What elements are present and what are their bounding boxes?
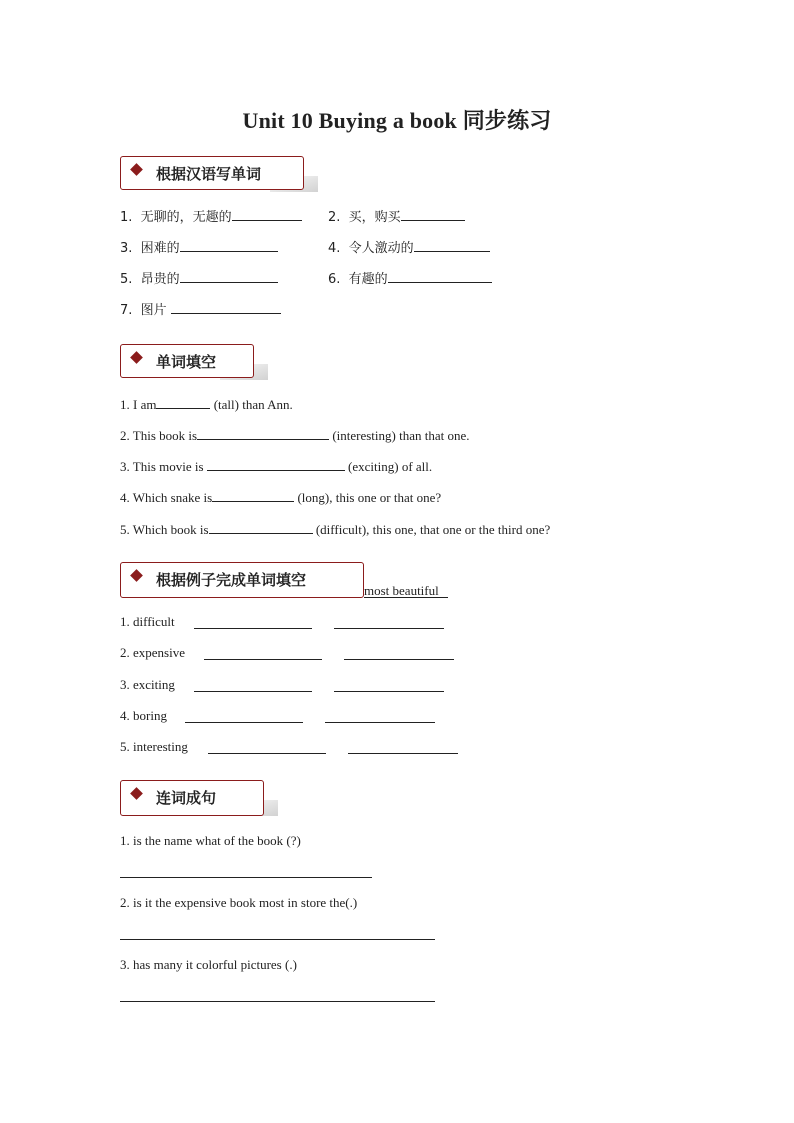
answer-blank[interactable] [334,628,444,629]
item-text: 买，购买 [348,210,401,225]
sentence-item: 3. has many it colorful pictures (.) [120,957,297,972]
item-text: 昂贵的 [140,272,180,287]
answer-blank[interactable] [194,691,312,692]
section-title: 单词填空 [156,353,217,371]
item-text: 困难的 [140,241,180,256]
vocab-item [328,208,465,226]
answer-blank[interactable] [194,628,312,629]
sentence-item: 2. is it the expensive book most in store the(.) [120,895,358,910]
answer-blank[interactable] [156,396,210,409]
answer-line[interactable] [120,877,372,878]
answer-blank[interactable] [180,239,278,252]
answer-blank[interactable] [414,239,490,252]
page-title: Unit 10 Buying a book 同步练习 [242,108,552,133]
item-text: 图片 [140,303,167,318]
item-number: 4. [328,241,341,256]
answer-blank[interactable] [212,489,294,502]
answer-blank[interactable] [197,427,329,440]
vocab-item [120,270,278,288]
forms-item: 3. exciting [120,677,175,692]
forms-item: 1. difficult [120,614,175,629]
answer-blank[interactable] [348,753,458,754]
forms-item: 5. interesting [120,739,188,754]
vocab-item [328,239,490,257]
item-number: 1. [120,210,133,225]
answer-blank[interactable] [185,722,303,723]
answer-blank[interactable] [334,691,444,692]
vocab-item [120,239,278,257]
item-number: 7. [120,303,133,318]
fill-suffix: (exciting) of all. [344,459,433,474]
fill-prefix: 4. Which snake is [120,490,213,505]
answer-line[interactable] [120,1001,435,1002]
fill-suffix: (interesting) than that one. [329,428,470,443]
answer-blank[interactable] [209,521,313,534]
answer-blank[interactable] [232,208,302,221]
section-header-fill [120,344,270,380]
answer-blank[interactable] [401,208,465,221]
fill-prefix: 5. Which book is [120,522,209,537]
fill-prefix: 3. This movie is [120,459,207,474]
item-text: 有趣的 [348,272,388,287]
item-number: 3. [120,241,133,256]
fill-item [120,458,432,475]
section-header-sentences [120,780,280,816]
answer-blank[interactable] [344,659,454,660]
fill-item [120,427,470,444]
vocab-item [328,270,492,288]
fill-item [120,489,441,506]
forms-item: 4. boring [120,708,167,723]
answer-blank[interactable] [208,753,326,754]
answer-blank[interactable] [204,659,322,660]
fill-prefix: 2. This book is [120,428,198,443]
section-title: 根据汉语写单词 [156,165,262,183]
example-answer: most beautiful [364,583,439,598]
vocab-item [120,208,302,226]
section-title: 连词成句 [156,789,217,807]
item-text: 无聊的，无趣的 [140,210,232,225]
sentence-item: 1. is the name what of the book (?) [120,833,301,848]
fill-prefix: 1. I am [120,397,157,412]
section-header-vocab [120,156,320,192]
item-number: 2. [328,210,341,225]
fill-item [120,396,293,413]
answer-blank[interactable] [325,722,435,723]
answer-blank[interactable] [388,270,492,283]
section-header-forms [120,562,365,598]
section-title: 根据例子完成单词填空 [156,571,307,589]
answer-blank[interactable] [207,458,345,471]
fill-suffix: (long), this one or that one? [294,490,442,505]
answer-blank[interactable] [171,301,281,314]
fill-item [120,521,550,538]
fill-suffix: (tall) than Ann. [210,397,293,412]
forms-item: 2. expensive [120,645,185,660]
answer-blank[interactable] [180,270,278,283]
item-text: 令人激动的 [348,241,414,256]
fill-suffix: (difficult), this one, that one or the third one? [312,522,551,537]
answer-line[interactable] [120,939,435,940]
item-number: 6. [328,272,341,287]
item-number: 5. [120,272,133,287]
vocab-item [120,301,281,319]
